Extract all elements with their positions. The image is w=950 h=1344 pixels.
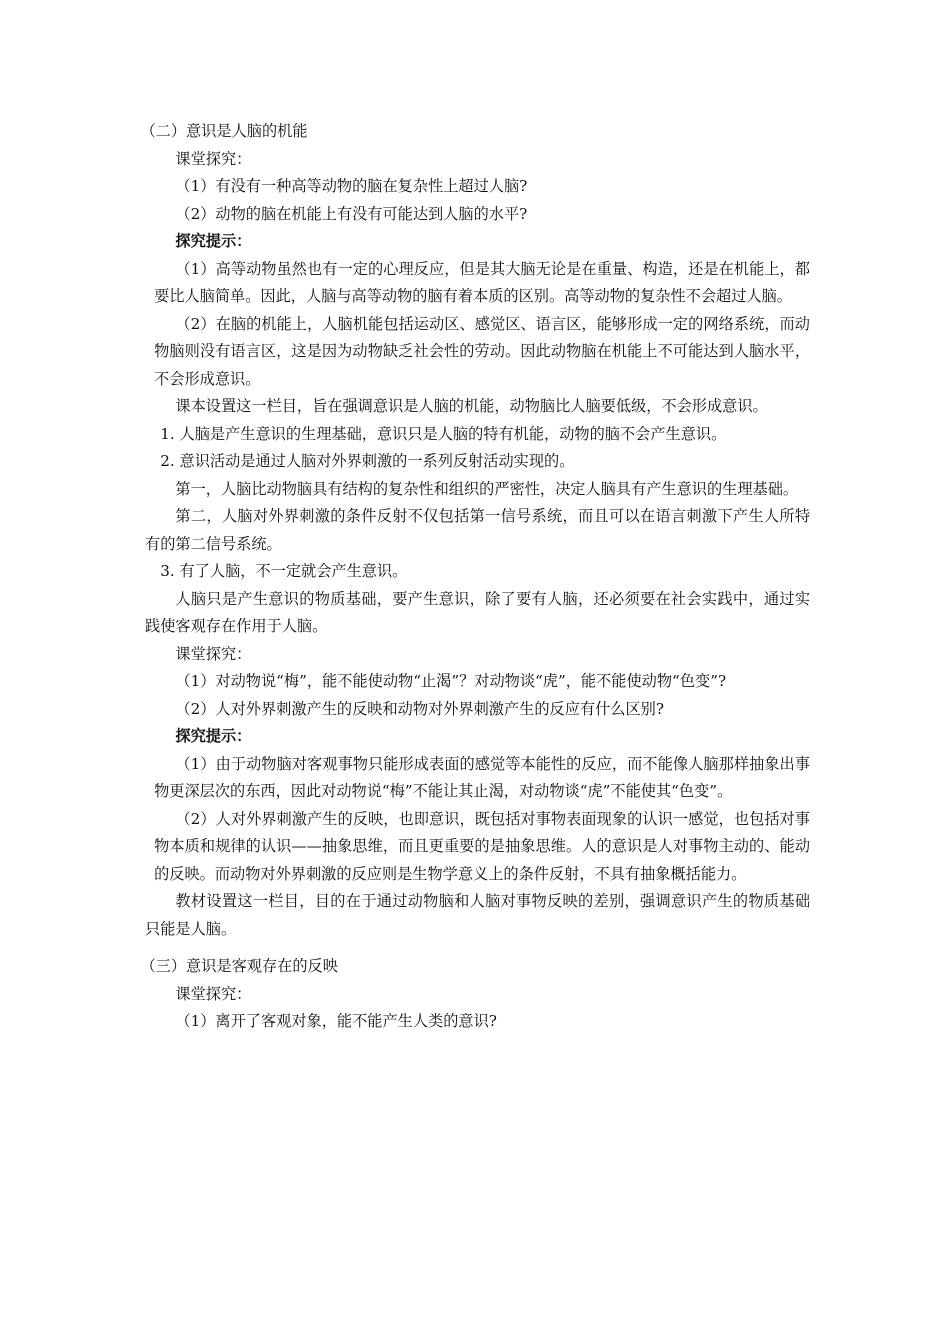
- section-heading-3: （三）意识是客观存在的反映: [140, 957, 338, 975]
- numbered-point-2: 2. 意识活动是通过人脑对外界刺激的一系列反射活动实现的。: [160, 452, 575, 470]
- inquiry-hint-label-2: 探究提示：: [175, 727, 252, 745]
- material-basis-paragraph: 人脑只是产生意识的物质基础，要产生意识，除了要有人脑，还必须要在社会实践中，通过实践使客观存在作用于人脑。: [145, 589, 810, 635]
- inquiry-question-1: （1）有没有一种高等动物的脑在复杂性上超过人脑?: [175, 177, 528, 195]
- classroom-inquiry-label: 课堂探究：: [175, 149, 252, 168]
- classroom-inquiry-label-3: 课堂探究：: [175, 984, 252, 1003]
- inquiry-question-2: （2）动物的脑在机能上有没有可能达到人脑的水平?: [175, 204, 528, 223]
- document-page: [140, 118, 810, 1036]
- inquiry-question-5: （1）离开了客观对象，能不能产生人类的意识?: [175, 1012, 497, 1030]
- second-reason-paragraph: 第二，人脑对外界刺激的条件反射不仅包括第一信号系统，而且可以在语言刺激下产生人所特有的第二信号系统。: [145, 507, 810, 553]
- inquiry-hint-4: （2）人对外界刺激产生的反映，也即意识，既包括对事物表面现象的认识一感觉，也包括对事物本质和规律的认识——抽象思维，而且更重要的是抽象思维。人的意识是人对事物主动的、能动的反映。而动物对外界刺激的反应则是生物学意义上的条件反射，不具有抽象概括能力。: [154, 809, 810, 883]
- classroom-inquiry-label-2: 课堂探究：: [175, 644, 252, 663]
- textbook-purpose-paragraph-2: 教材设置这一栏目，目的在于通过动物脑和人脑对事物反映的差别，强调意识产生的物质基础只能是人脑。: [145, 892, 810, 938]
- numbered-point-3: 3. 有了人脑，不一定就会产生意识。: [160, 562, 408, 580]
- first-reason-paragraph: 第一，人脑比动物脑具有结构的复杂性和组织的严密性，决定人脑具有产生意识的生理基础。: [175, 479, 799, 498]
- inquiry-hint-1: （1）高等动物虽然也有一定的心理反应，但是其大脑无论是在重量、构造，还是在机能上，都要比人脑简单。因此，人脑与高等动物的脑有着本质的区别。高等动物的复杂性不会超过人脑。: [154, 259, 810, 305]
- section-spacer: [145, 943, 810, 953]
- inquiry-question-4: （2）人对外界刺激产生的反映和动物对外界刺激产生的反应有什么区别?: [175, 699, 664, 718]
- inquiry-question-3: （1）对动物说“梅”，能不能使动物“止渴”？对动物谈“虎”，能不能使动物“色变”?: [175, 672, 727, 690]
- inquiry-hint-label: 探究提示：: [175, 232, 252, 250]
- numbered-point-1: 1. 人脑是产生意识的生理基础，意识只是人脑的特有机能，动物的脑不会产生意识。: [160, 424, 727, 443]
- section-heading-2: （二）意识是人脑的机能: [140, 122, 308, 140]
- inquiry-hint-3: （1）由于动物脑对客观事物只能形成表面的感觉等本能性的反应，而不能像人脑那样抽象出事物更深层次的东西，因此对动物说“梅”不能让其止渴，对动物谈“虎”不能使其“色变”。: [154, 754, 810, 800]
- inquiry-hint-2: （2）在脑的机能上，人脑机能包括运动区、感觉区、语言区，能够形成一定的网络系统，而动物脑则没有语言区，这是因为动物缺乏社会性的劳动。因此动物脑在机能上不可能达到人脑水平，不会形成意识。: [154, 314, 810, 388]
- textbook-purpose-paragraph: 课本设置这一栏目，旨在强调意识是人脑的机能，动物脑比人脑要低级，不会形成意识。: [175, 397, 768, 415]
